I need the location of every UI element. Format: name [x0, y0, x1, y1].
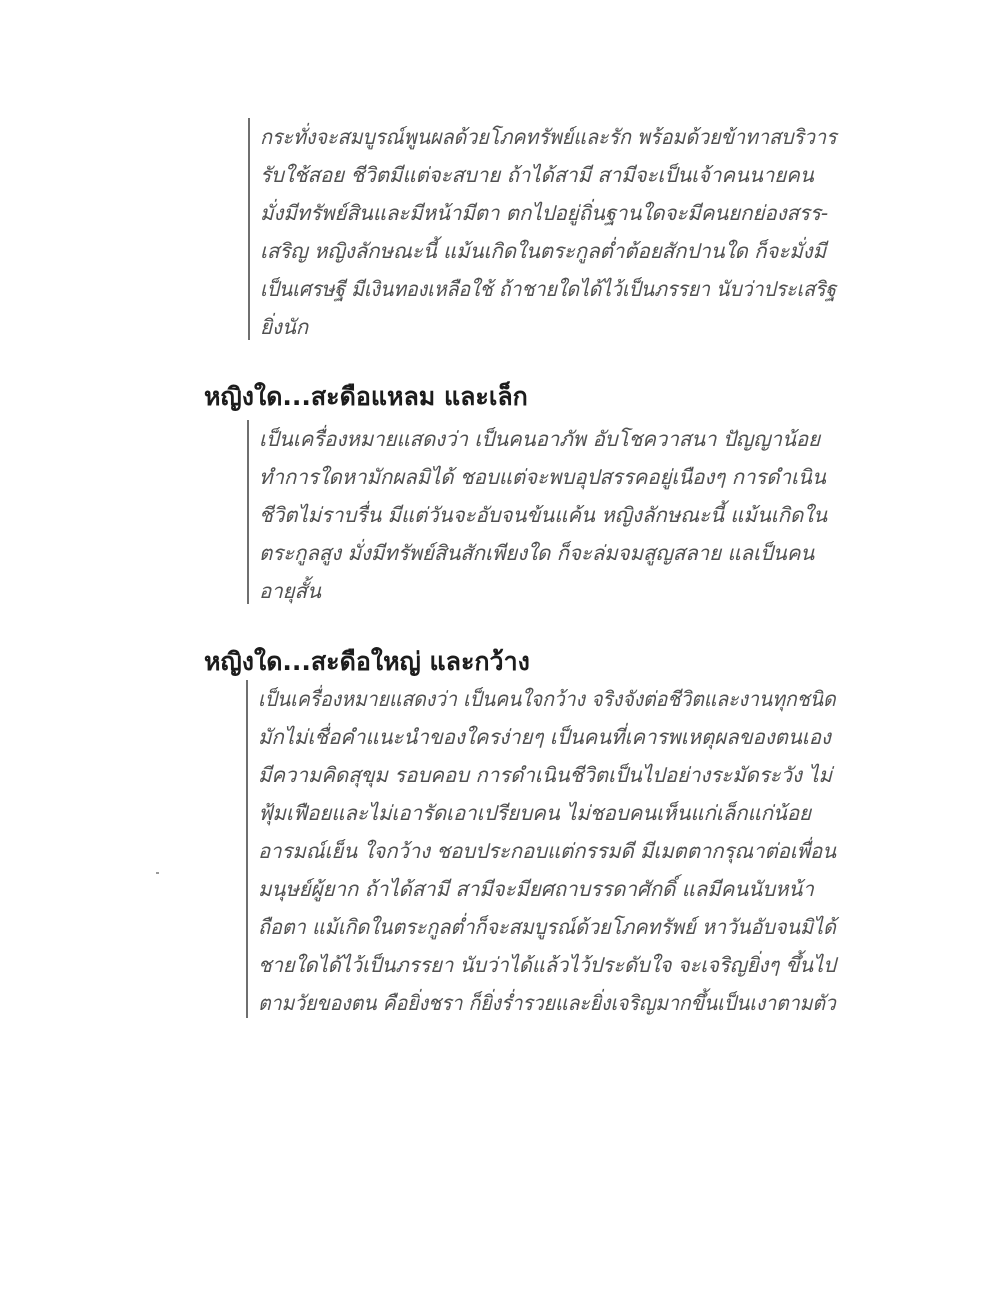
- section-2-heading: หญิงใด...สะดือแหลม และเล็ก: [204, 382, 528, 411]
- text-line: ยิ่งนัก: [260, 315, 309, 339]
- text-line: ทำการใดหามักผลมิได้ ชอบแต่จะพบอุปสรรคอยู่เนืองๆ การดำเนิน: [259, 465, 826, 489]
- text-line: เสริญ หญิงลักษณะนี้ แม้นเกิดในตระกูลต่ำต้อยสักปานใด ก็จะมั่งมี: [260, 239, 826, 263]
- text-line: กระทั่งจะสมบูรณ์พูนผลด้วยโภคทรัพย์และรัก พร้อมด้วยข้าทาสบริวาร: [260, 125, 837, 149]
- text-line: มนุษย์ผู้ยาก ถ้าได้สามี สามีจะมียศถาบรรดาศักดิ์ แลมีคนนับหน้า: [258, 877, 814, 901]
- text-line: อายุสั้น: [259, 579, 321, 603]
- section-1-text-block: [248, 118, 838, 340]
- text-line: ฟุ้มเฟือยและไม่เอารัดเอาเปรียบคน ไม่ชอบคนเห็นแก่เล็กแก่น้อย: [258, 801, 811, 825]
- text-line: ถือตา แม้เกิดในตระกูลต่ำก็จะสมบูรณ์ด้วยโภคทรัพย์ หาวันอับจนมิได้: [258, 915, 836, 939]
- section-3-text-block: [246, 680, 838, 1018]
- text-line: ชีวิตไม่ราบรื่น มีแต่วันจะอับจนข้นแค้น หญิงลักษณะนี้ แม้นเกิดใน: [259, 503, 827, 527]
- text-line: มักไม่เชื่อคำแนะนำของใครง่ายๆ เป็นคนที่เคารพเหตุผลของตนเอง: [258, 725, 831, 749]
- text-line: ชายใดได้ไว้เป็นภรรยา นับว่าได้แล้วไว้ประดับใจ จะเจริญยิ่งๆ ขึ้นไป: [258, 953, 836, 977]
- text-line: ตามวัยของตน คือยิ่งชรา ก็ยิ่งร่ำรวยและยิ่งเจริญมากขึ้นเป็นเงาตามตัว: [258, 991, 836, 1015]
- text-line: อารมณ์เย็น ใจกว้าง ชอบประกอบแต่กรรมดี มีเมตตากรุณาต่อเพื่อน: [258, 839, 837, 863]
- text-line: เป็นเครื่องหมายแสดงว่า เป็นคนใจกว้าง จริงจังต่อชีวิตและงานทุกชนิด: [258, 687, 836, 711]
- scan-speck: [156, 872, 159, 874]
- text-line: เป็นเครื่องหมายแสดงว่า เป็นคนอาภัพ อับโชควาสนา ปัญญาน้อย: [259, 427, 820, 451]
- section-2-text-block: [247, 420, 837, 604]
- section-3-heading: หญิงใด...สะดือใหญ่ และกว้าง: [204, 647, 530, 676]
- text-line: เป็นเศรษฐี มีเงินทองเหลือใช้ ถ้าชายใดได้ไว้เป็นภรรยา นับว่าประเสริฐ: [260, 277, 837, 301]
- text-line: มีความคิดสุขุม รอบคอบ การดำเนินชีวิตเป็นไปอย่างระมัดระวัง ไม่: [258, 763, 832, 787]
- text-line: รับใช้สอย ชีวิตมีแต่จะสบาย ถ้าได้สามี สามีจะเป็นเจ้าคนนายคน: [260, 163, 814, 187]
- text-line: ตระกูลสูง มั่งมีทรัพย์สินสักเพียงใด ก็จะล่มจมสูญสลาย แลเป็นคน: [259, 541, 815, 565]
- text-line: มั่งมีทรัพย์สินและมีหน้ามีตา ตกไปอยู่ถิ่นฐานใดจะมีคนยกย่องสรร-: [260, 201, 829, 225]
